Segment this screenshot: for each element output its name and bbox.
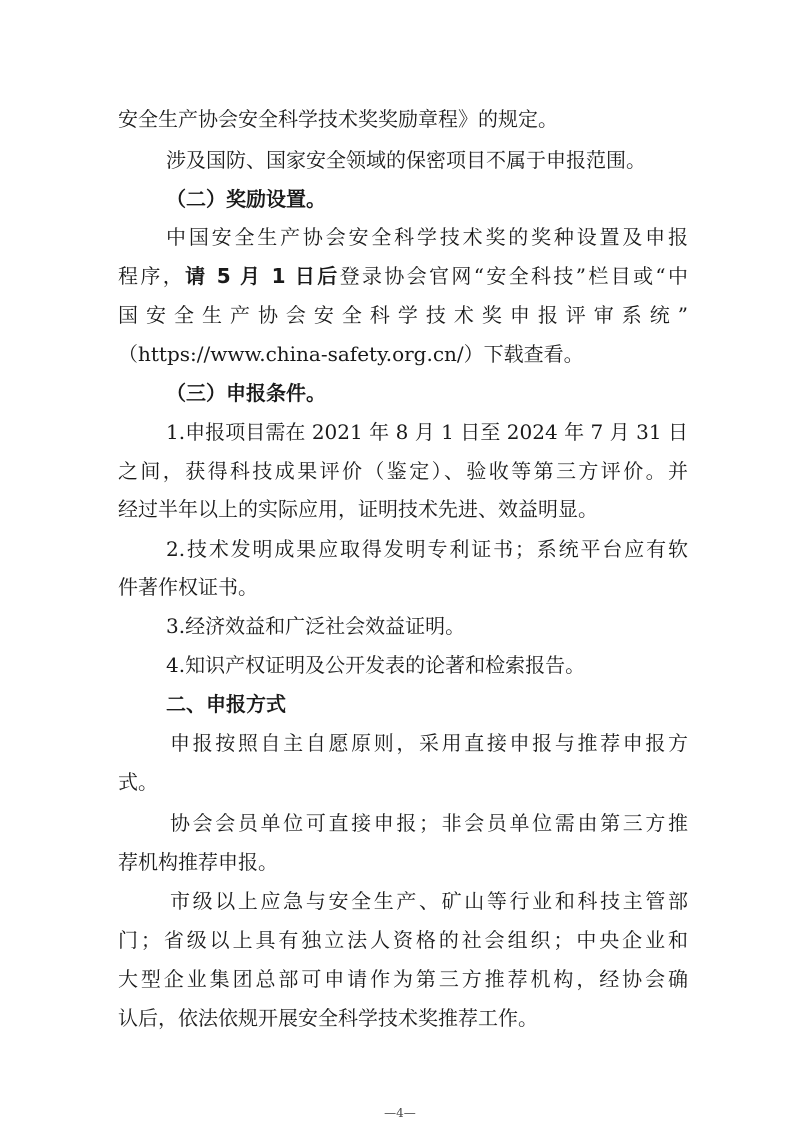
section-heading-reward: （二）奖励设置。: [166, 187, 326, 211]
paragraph-line: 大型企业集团总部可申请作为第三方推荐机构，经协会确: [118, 967, 688, 991]
paragraph-line: 件著作权证书。: [118, 575, 258, 599]
paragraph-line: 认后，依法依规开展安全科学技术奖推荐工作。: [118, 1006, 538, 1030]
paragraph-line: [118, 261, 688, 291]
paragraph-line: 国安全生产协会安全科学技术奖申报评审系统”: [118, 303, 688, 327]
paragraph-line-url: （https://www.china-safety.org.cn/）下载查看。: [118, 342, 584, 366]
paragraph-line: 安全生产协会安全科学技术奖奖励章程》的规定。: [118, 107, 558, 131]
paragraph-line: 申报按照自主自愿原则，采用直接申报与推荐申报方: [170, 731, 688, 755]
page-number: —4—: [384, 1106, 416, 1120]
paragraph-line: 荐机构推荐申报。: [118, 850, 278, 874]
text-span: 程序，: [118, 264, 186, 288]
section-heading-method: 二、申报方式: [166, 692, 286, 716]
text-span: 登录协会官网“安全科技”栏目或“中: [339, 264, 688, 288]
paragraph-line: 3.经济效益和广泛社会效益证明。: [166, 614, 466, 638]
paragraph-line: 经过半年以上的实际应用，证明技术先进、效益明显。: [118, 497, 598, 521]
paragraph-line: 4.知识产权证明及公开发表的论著和检索报告。: [166, 653, 586, 677]
paragraph-line: 2.技术发明成果应取得发明专利证书；系统平台应有软: [166, 537, 688, 561]
paragraph-line: 门；省级以上具有独立法人资格的社会组织；中央企业和: [118, 928, 688, 952]
bold-date-text: 请 5 月 1 日后: [185, 264, 340, 288]
paragraph-line: 中国安全生产协会安全科学技术奖的奖种设置及申报: [166, 225, 688, 249]
paragraph-line: 之间，获得科技成果评价（鉴定）、验收等第三方评价。并: [118, 459, 688, 483]
paragraph-line: 协会会员单位可直接申报；非会员单位需由第三方推: [170, 811, 688, 835]
section-heading-conditions: （三）申报条件。: [166, 381, 326, 405]
paragraph-line: 式。: [118, 770, 158, 794]
paragraph-line: 1.申报项目需在 2021 年 8 月 1 日至 2024 年 7 月 31 日: [166, 420, 688, 444]
paragraph-line: 涉及国防、国家安全领域的保密项目不属于申报范围。: [166, 148, 646, 172]
paragraph-line: 市级以上应急与安全生产、矿山等行业和科技主管部: [170, 889, 688, 913]
